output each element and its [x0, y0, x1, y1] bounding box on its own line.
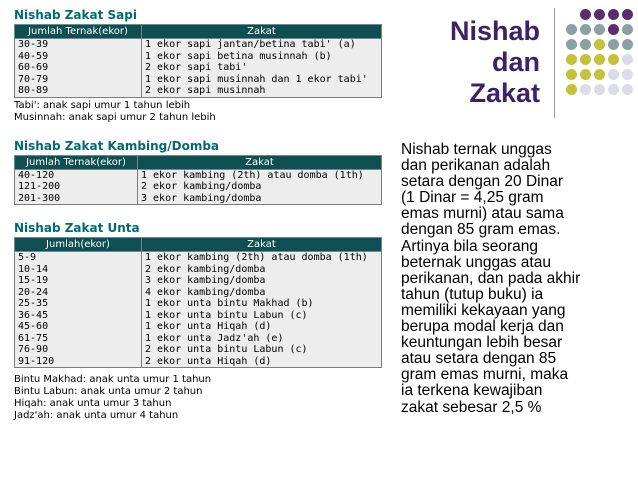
- cell-zakat: 4 ekor kambing/domba: [142, 287, 382, 299]
- decorative-dot: [594, 24, 605, 35]
- cell-jumlah: 45-60: [15, 321, 142, 333]
- decorative-dot: [622, 24, 633, 35]
- table-unta: [14, 237, 382, 368]
- table-row: [15, 193, 382, 205]
- body-line: beternak unggas atau: [401, 253, 551, 271]
- body-line: zakat sebesar 2,5 %: [401, 398, 542, 416]
- decorative-dot: [608, 84, 619, 95]
- decorative-dot: [622, 69, 633, 80]
- decorative-dot: [622, 39, 633, 50]
- cell-zakat: 1 ekor kambing (2th) atau domba (1th): [142, 252, 382, 264]
- decorative-dot: [594, 39, 605, 50]
- table-row: [15, 344, 382, 356]
- cell-zakat: 2 ekor sapi tabi': [142, 62, 382, 74]
- cell-zakat: 1 ekor sapi betina musinnah (b): [142, 51, 382, 63]
- decorative-dot: [608, 39, 619, 50]
- table-row: [15, 252, 382, 264]
- table-row: [15, 62, 382, 74]
- cell-jumlah: 70-79: [15, 74, 142, 86]
- table-row: [15, 39, 382, 51]
- cell-jumlah: 80-89: [15, 85, 142, 97]
- col-header-jumlah: Jumlah Ternak(ekor): [15, 155, 138, 169]
- body-line: setara dengan 20 Dinar: [401, 173, 564, 191]
- slide-body-text: [401, 142, 623, 416]
- col-header-jumlah: Jumlah(ekor): [15, 238, 142, 252]
- decorative-dot: [594, 84, 605, 95]
- decorative-dot: [566, 84, 577, 95]
- cell-jumlah: 20-24: [15, 287, 142, 299]
- cell-zakat: 1 ekor sapi jantan/betina tabi' (a): [142, 39, 382, 51]
- body-line: atau setara dengan 85: [401, 350, 557, 368]
- table-row: [15, 181, 382, 193]
- decorative-dot: [580, 69, 591, 80]
- section-title-kambing: Nishab Zakat Kambing/Domba: [14, 138, 220, 153]
- table-row: [15, 169, 382, 181]
- body-line: Nishab ternak unggas: [401, 141, 552, 158]
- cell-jumlah: 5-9: [15, 252, 142, 264]
- decorative-dot: [580, 54, 591, 65]
- decorative-dot: [608, 9, 619, 20]
- table-row: [15, 275, 382, 287]
- note-line: Musinnah: anak sapi umur 2 tahun lebih: [14, 111, 216, 123]
- notes-sapi: [14, 100, 382, 124]
- decorative-dot: [580, 84, 591, 95]
- decorative-dot: [566, 54, 577, 65]
- decorative-dot: [622, 54, 633, 65]
- cell-jumlah: 15-19: [15, 275, 142, 287]
- cell-jumlah: 10-14: [15, 264, 142, 276]
- cell-zakat: 1 ekor unta bintu Labun (c): [142, 310, 382, 322]
- table-row: [15, 321, 382, 333]
- cell-zakat: 1 ekor unta Jadz'ah (e): [142, 333, 382, 345]
- body-line: dan perikanan adalah: [401, 157, 551, 175]
- note-line: Hiqah: anak unta umur 3 tahun: [14, 398, 172, 409]
- cell-zakat: 3 ekor kambing/domba: [142, 275, 382, 287]
- table-row: [15, 85, 382, 97]
- notes-unta: [14, 374, 382, 422]
- cell-jumlah: 76-90: [15, 344, 142, 356]
- decorative-dot: [594, 69, 605, 80]
- body-line: gram emas murni, maka: [401, 366, 569, 384]
- cell-zakat: 1 ekor unta bintu Makhad (b): [142, 298, 382, 310]
- body-line: keuntungan lebih besar: [401, 334, 563, 352]
- table-row: [15, 264, 382, 276]
- decorative-dot: [594, 54, 605, 65]
- cell-jumlah: 61-75: [15, 333, 142, 345]
- decorative-dot: [566, 39, 577, 50]
- decorative-dot: [594, 9, 605, 20]
- cell-jumlah: 60-69: [15, 62, 142, 74]
- body-line: emas murni) atau sama: [401, 205, 564, 223]
- table-row: [15, 51, 382, 63]
- decorative-dot: [622, 9, 633, 20]
- decorative-dot: [580, 9, 591, 20]
- title-line: dan: [491, 47, 540, 77]
- table-row: [15, 74, 382, 86]
- cell-jumlah: 36-45: [15, 310, 142, 322]
- cell-zakat: 2 ekor unta bintu Labun (c): [142, 344, 382, 356]
- note-line: Bintu Makhad: anak unta umur 1 tahun: [14, 374, 212, 385]
- note-line: Jadz'ah: anak unta umur 4 tahun: [14, 410, 179, 421]
- cell-jumlah: 25-35: [15, 298, 142, 310]
- cell-zakat: 1 ekor kambing (2th) atau domba (1th): [138, 169, 382, 181]
- title-line: Zakat: [469, 78, 540, 108]
- col-header-zakat: Zakat: [142, 238, 382, 252]
- table-row: [15, 310, 382, 322]
- cell-jumlah: 201-300: [15, 193, 138, 205]
- decorative-dot: [566, 69, 577, 80]
- table-row: [15, 333, 382, 345]
- table-sapi: [14, 24, 382, 98]
- cell-zakat: 2 ekor kambing/domba: [138, 181, 382, 193]
- title-line: Nishab: [449, 16, 540, 46]
- cell-jumlah: 30-39: [15, 39, 142, 51]
- decorative-dot: [608, 54, 619, 65]
- table-row: [15, 356, 382, 368]
- cell-zakat: 2 ekor unta Hiqah (d): [142, 356, 382, 368]
- decorative-dot: [608, 24, 619, 35]
- body-line: berupa modal kerja dan: [401, 318, 564, 336]
- body-line: tahun (tutup buku) ia: [401, 285, 544, 303]
- cell-jumlah: 40-59: [15, 51, 142, 63]
- decorative-dot: [622, 84, 633, 95]
- section-title-sapi: Nishab Zakat Sapi: [14, 8, 137, 22]
- zakat-tables-panel: [14, 8, 382, 422]
- note-line: Bintu Labun: anak unta umur 2 tahun: [14, 386, 203, 397]
- body-line: perikanan, dan pada akhir: [401, 269, 581, 287]
- cell-zakat: 2 ekor sapi musinnah: [142, 85, 382, 97]
- cell-zakat: 3 ekor kambing/domba: [138, 193, 382, 205]
- cell-jumlah: 91-120: [15, 356, 142, 368]
- note-line: Tabi': anak sapi umur 1 tahun lebih: [14, 99, 191, 111]
- section-title-unta: Nishab Zakat Unta: [14, 221, 140, 235]
- cell-zakat: 1 ekor sapi musinnah dan 1 ekor tabi': [142, 74, 382, 86]
- decorative-dot: [608, 69, 619, 80]
- body-line: (1 Dinar = 4,25 gram: [401, 189, 544, 207]
- table-kambing: [14, 155, 382, 206]
- decorative-dot: [580, 39, 591, 50]
- col-header-zakat: Zakat: [142, 25, 382, 39]
- decorative-dot: [580, 24, 591, 35]
- body-line: dengan 85 gram emas.: [401, 221, 561, 239]
- cell-zakat: 1 ekor unta Hiqah (d): [142, 321, 382, 333]
- slide-title: [420, 16, 540, 109]
- table-row: [15, 298, 382, 310]
- decorative-dot: [566, 24, 577, 35]
- table-row: [15, 287, 382, 299]
- body-line: Artinya bila seorang: [401, 237, 538, 255]
- body-line: ia terkena kewajiban: [401, 382, 543, 400]
- col-header-jumlah: Jumlah Ternak(ekor): [15, 25, 142, 39]
- divider-line: [554, 8, 555, 118]
- col-header-zakat: Zakat: [138, 155, 382, 169]
- cell-jumlah: 40-120: [15, 169, 138, 181]
- body-line: memiliki kekayaan yang: [401, 301, 566, 319]
- cell-zakat: 2 ekor kambing/domba: [142, 264, 382, 276]
- cell-jumlah: 121-200: [15, 181, 138, 193]
